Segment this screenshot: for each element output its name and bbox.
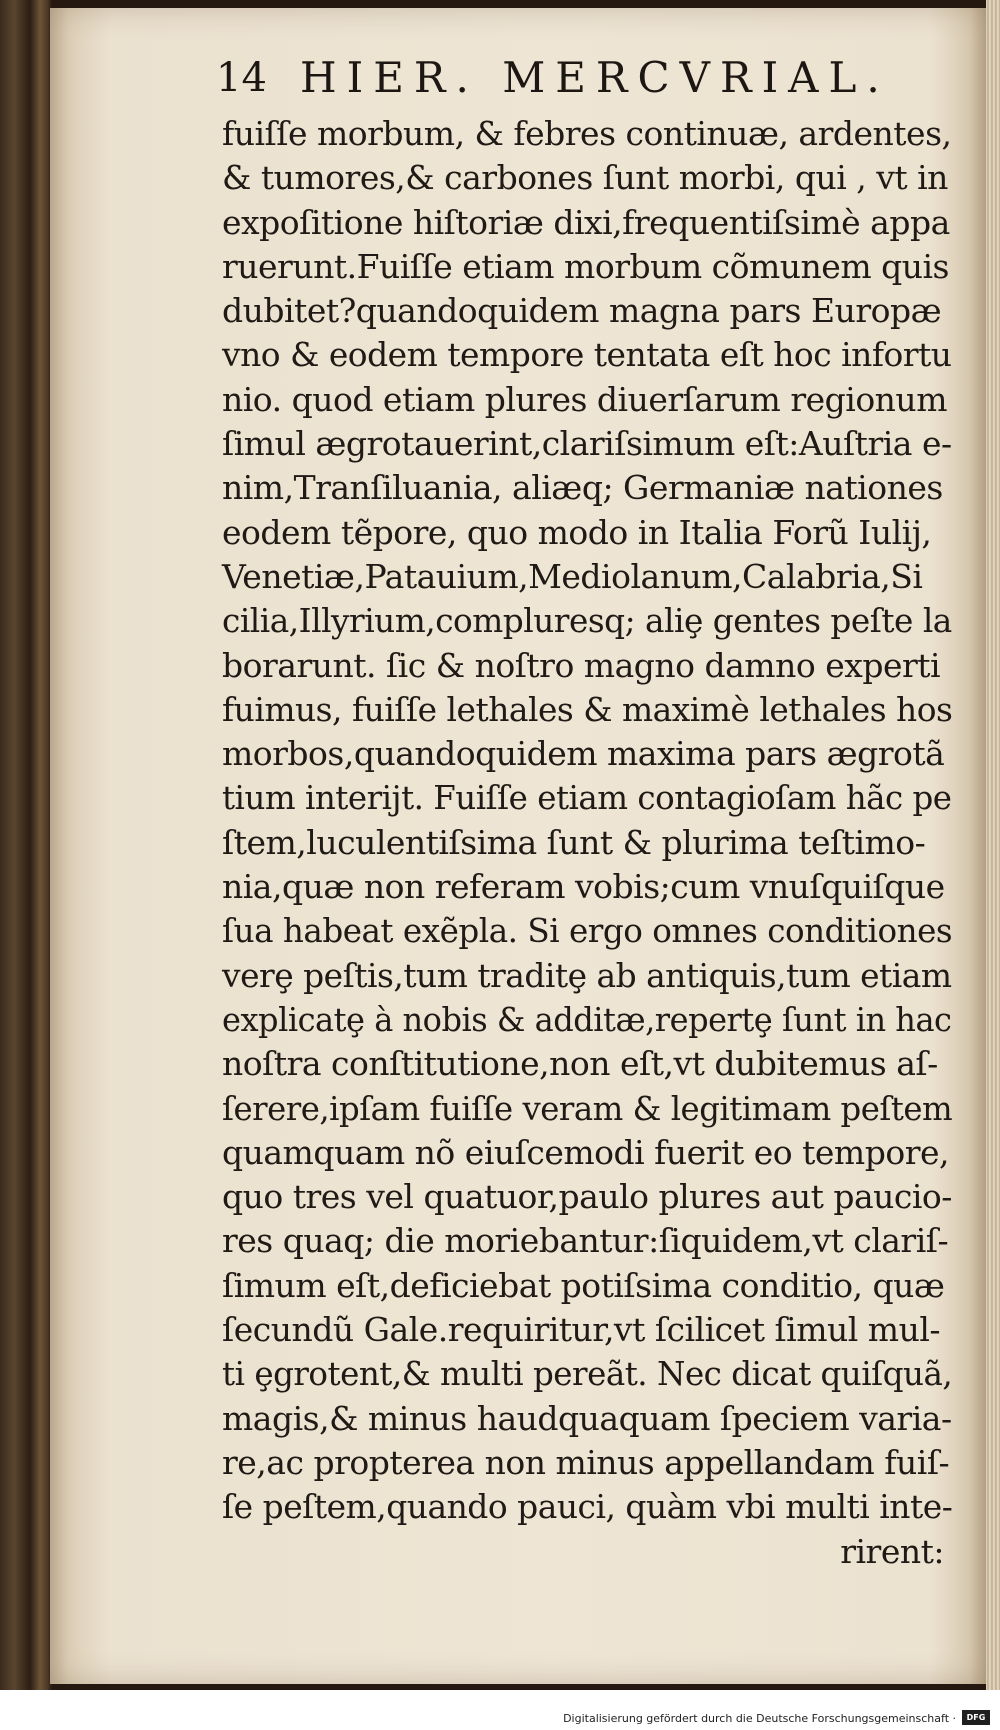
text-line: ruerunt.Fuiſſe etiam morbum cõmunem quis — [222, 246, 949, 286]
text-line: eodem tẽpore, quo modo in Italia Forũ Iulij, — [222, 512, 932, 552]
text-line: morbos,quandoquidem maxima pars ægrotã — [222, 734, 945, 774]
catchword: rirent: — [840, 1531, 944, 1571]
text-line: fuiſſe morbum, & febres continuæ, ardentes, — [222, 114, 952, 153]
text-line: & tumores,& carbones ſunt morbi, qui , vt in — [222, 158, 948, 198]
text-line: dubitet?quandoquidem magna pars Europæ — [222, 291, 942, 331]
text-line: quo tres vel quatuor,paulo plures aut paucio- — [222, 1177, 952, 1217]
text-line: res quaq; die moriebantur:ſiquidem,vt clariſ- — [222, 1221, 949, 1261]
text-line: noſtra conſtitutione,non eſt,vt dubitemus aſ- — [222, 1044, 938, 1084]
text-line: verȩ peſtis,tum traditȩ ab antiquis,tum etiam — [222, 955, 952, 995]
text-line: ſimul ægrotauerint,clariſsimum eſt:Auſtria e- — [222, 424, 952, 464]
text-line: cilia,Illyrium,compluresq; aliȩ gentes peſte la — [222, 601, 952, 641]
text-line: fuimus, fuiſſe lethales & maximè lethales hos — [222, 689, 953, 729]
text-line: ſua habeat exẽpla. Si ergo omnes conditiones — [222, 911, 953, 951]
text-line: nim,Tranſiluania, aliæq; Germaniæ nationes — [222, 468, 943, 508]
body-text — [222, 112, 952, 1574]
footer-bar — [0, 1690, 1000, 1730]
page-edges — [986, 0, 1000, 1690]
text-line: borarunt. ſic & noſtro magno damno experti — [222, 645, 941, 685]
dfg-logo: DFG — [962, 1710, 990, 1725]
running-head — [216, 52, 896, 108]
text-line: ſimum eſt,deficiebat potiſsima conditio, quæ — [222, 1265, 945, 1305]
text-line: nio. quod etiam plures diuerſarum regionum — [222, 379, 947, 419]
running-title: HIER. MERCVRIAL. — [300, 53, 890, 102]
text-line: nia,quæ non referam vobis;cum vnuſquiſque — [222, 867, 945, 907]
footer-credit: Digitalisierung gefördert durch die Deutsche Forschungsgemeinschaft · — [563, 1712, 956, 1725]
text-line: magis,& minus haudquaquam ſpeciem varia- — [222, 1398, 952, 1438]
text-line: explicatȩ à nobis & additæ,repertȩ ſunt in hac — [222, 999, 952, 1039]
text-line: re,ac propterea non minus appellandam fuiſ- — [222, 1442, 950, 1482]
text-line: ſerere,ipſam fuiſſe veram & legitimam peſtem — [222, 1088, 953, 1128]
text-line: ſtem,luculentiſsima ſunt & plurima teſtimo- — [222, 822, 926, 862]
text-line: expoſitione hiſtoriæ dixi,frequentiſsimè appa — [222, 202, 950, 242]
text-line: ſecundũ Gale.requiritur,vt ſcilicet ſimul mul- — [222, 1310, 941, 1350]
text-line: quamquam nõ eiuſcemodi fuerit eo tempore, — [222, 1132, 950, 1172]
text-line: ti ȩgrotent,& multi pereãt. Nec dicat quiſquã, — [222, 1354, 953, 1394]
text-line: vno & eodem tempore tentata eſt hoc infortu — [222, 335, 952, 375]
text-line: ſe peſtem,quando pauci, quàm vbi multi inte- — [222, 1487, 953, 1527]
text-line: Venetiæ,Patauium,Mediolanum,Calabria,Si — [222, 556, 923, 596]
page-number: 14 — [216, 55, 267, 101]
text-line: tium interijt. Fuiſſe etiam contagioſam hãc pe — [222, 778, 952, 818]
